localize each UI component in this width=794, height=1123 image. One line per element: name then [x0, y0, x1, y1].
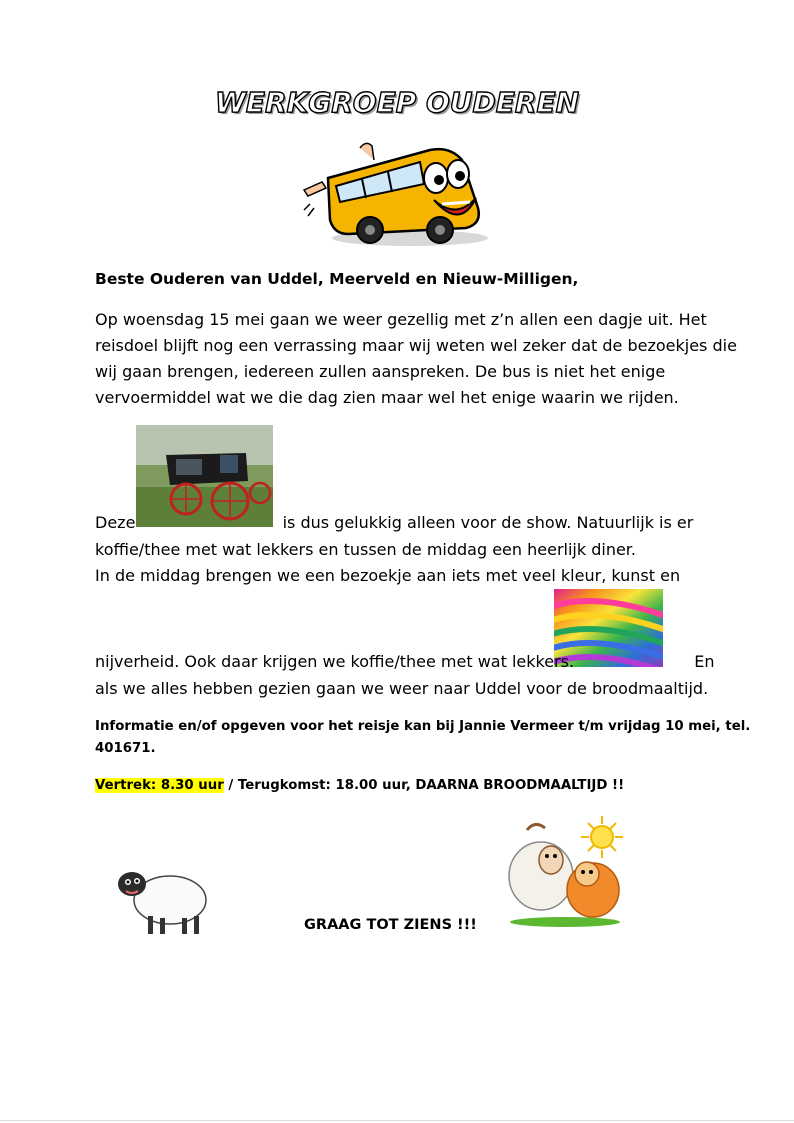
departure-time-highlight: Vertrek: 8.30 uur	[95, 778, 224, 793]
paragraph-text: nijverheid. Ook daar krijgen we koffie/thee met wat lekkers.	[95, 652, 575, 671]
paragraph-line: wij gaan brengen, iedereen zullen aanspreken. De bus is niet het enige	[95, 362, 666, 381]
info-line-phone: 401671.	[95, 741, 156, 756]
paragraph-line: Op woensdag 15 mei gaan we weer gezellig met z’n allen een dagje uit. Het	[95, 310, 707, 329]
paragraph-carriage-line3: In de middag brengen we een bezoekje aan iets met veel kleur, kunst en	[95, 566, 681, 585]
paragraph-yarn-line1	[95, 649, 714, 675]
letter-greeting: Beste Ouderen van Uddel, Meerveld en Nieuw-Milligen,	[95, 270, 579, 288]
page-bottom-divider	[0, 1120, 794, 1121]
cartoon-bus-illustration	[300, 138, 490, 248]
paragraph-carriage-line2: koffie/thee met wat lekkers en tussen de middag een heerlijk diner.	[95, 540, 636, 559]
paragraph-word: En	[694, 652, 715, 671]
closing-text: GRAAG TOT ZIENS !!!	[304, 917, 477, 933]
paragraph-line: vervoermiddel wat we die dag zien maar wel het enige waarin we rijden.	[95, 388, 679, 407]
sheep-illustration	[110, 858, 210, 938]
page-title: WERKGROEP OUDEREN	[214, 86, 580, 119]
paragraph-word: Deze	[95, 513, 136, 532]
departure-line	[95, 775, 624, 797]
paragraph-line: reisdoel blijft nog een verrassing maar wij weten wel zeker dat de bezoekjes die	[95, 336, 737, 355]
sheep-sun-illustration	[505, 812, 630, 927]
paragraph-yarn-line2: als we alles hebben gezien gaan we weer naar Uddel voor de broodmaaltijd.	[95, 679, 709, 698]
paragraph-carriage-line1	[95, 510, 693, 536]
return-time-text: / Terugkomst: 18.00 uur, DAARNA BROODMAALTIJD !!	[223, 778, 625, 793]
paragraph-intro	[95, 307, 737, 411]
info-line: Informatie en/of opgeven voor het reisje kan bij Jannie Vermeer t/m vrijdag 10 mei, tel.	[95, 719, 751, 734]
paragraph-text: is dus gelukkig alleen voor de show. Natuurlijk is er	[282, 513, 694, 532]
